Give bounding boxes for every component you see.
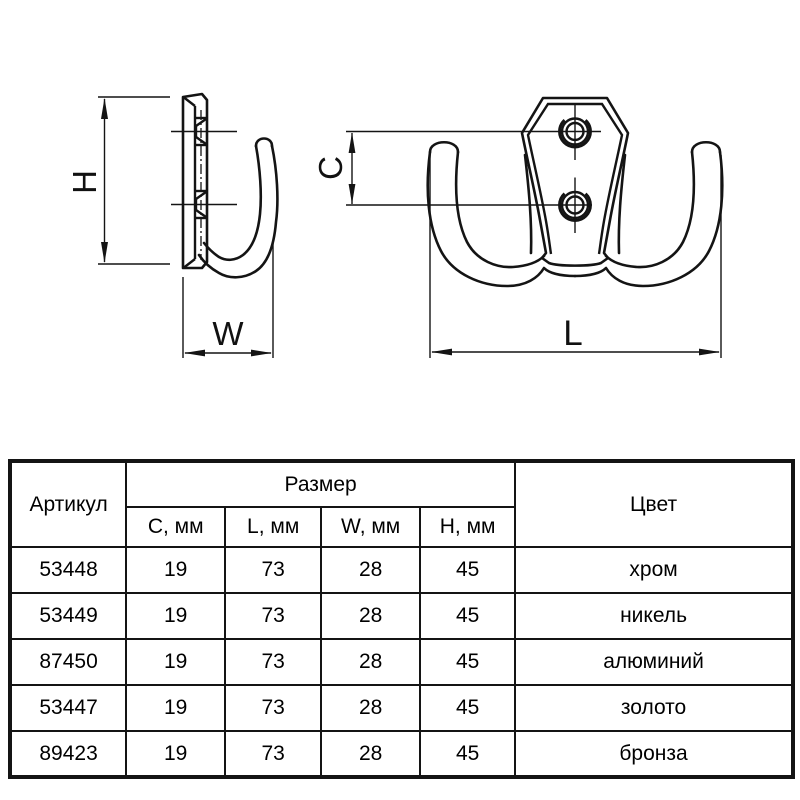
spec-table-container — [8, 459, 795, 779]
header-size-group: Размер — [126, 461, 515, 507]
side-hook — [199, 139, 277, 278]
front-view — [312, 98, 722, 358]
table-row — [10, 593, 793, 639]
dim-label-w: W — [212, 315, 244, 352]
cell-w: 28 — [321, 731, 420, 777]
table-row — [10, 639, 793, 685]
arrowhead-l-right — [699, 349, 720, 356]
cell-c: 19 — [126, 593, 225, 639]
cell-l: 73 — [225, 639, 321, 685]
dim-label-c: C — [312, 156, 349, 180]
cell-w: 28 — [321, 593, 420, 639]
arrowhead-c-bottom — [349, 184, 356, 204]
cell-article: 87450 — [10, 639, 126, 685]
cell-article: 53447 — [10, 685, 126, 731]
cell-h: 45 — [420, 593, 515, 639]
cell-c: 19 — [126, 731, 225, 777]
cell-l: 73 — [225, 547, 321, 593]
table-row — [10, 547, 793, 593]
cell-article: 89423 — [10, 731, 126, 777]
cell-h: 45 — [420, 547, 515, 593]
arrowhead-w-left — [184, 350, 205, 357]
side-plate-top-chamfer — [184, 98, 195, 107]
dimension-h — [66, 97, 170, 264]
header-size-c: C, мм — [126, 507, 225, 547]
arrowhead-h-bottom — [101, 242, 108, 263]
cell-color: бронза — [515, 731, 793, 777]
cell-l: 73 — [225, 731, 321, 777]
cell-c: 19 — [126, 547, 225, 593]
spec-table — [8, 459, 795, 779]
table-row — [10, 731, 793, 777]
cell-c: 19 — [126, 639, 225, 685]
cell-article: 53449 — [10, 593, 126, 639]
cell-w: 28 — [321, 685, 420, 731]
header-size-h: H, мм — [420, 507, 515, 547]
dim-label-h: H — [66, 170, 103, 194]
cell-h: 45 — [420, 639, 515, 685]
arrowhead-c-top — [349, 133, 356, 154]
side-view — [66, 94, 277, 358]
cell-l: 73 — [225, 593, 321, 639]
header-size-l: L, мм — [225, 507, 321, 547]
cell-h: 45 — [420, 731, 515, 777]
cell-color: хром — [515, 547, 793, 593]
cell-color: алюминий — [515, 639, 793, 685]
arrowhead-h-top — [101, 98, 108, 119]
dimension-w — [183, 240, 273, 358]
side-plate-bottom-chamfer — [184, 259, 195, 268]
cell-h: 45 — [420, 685, 515, 731]
cell-article: 53448 — [10, 547, 126, 593]
header-size-w: W, мм — [321, 507, 420, 547]
cell-color: никель — [515, 593, 793, 639]
cell-w: 28 — [321, 547, 420, 593]
cell-l: 73 — [225, 685, 321, 731]
cell-c: 19 — [126, 685, 225, 731]
header-article: Артикул — [10, 461, 126, 547]
arrowhead-l-left — [431, 349, 452, 356]
table-row — [10, 685, 793, 731]
arrowhead-w-right — [251, 350, 272, 357]
header-color: Цвет — [515, 461, 793, 547]
cell-color: золото — [515, 685, 793, 731]
dim-label-l: L — [563, 314, 583, 353]
cell-w: 28 — [321, 639, 420, 685]
